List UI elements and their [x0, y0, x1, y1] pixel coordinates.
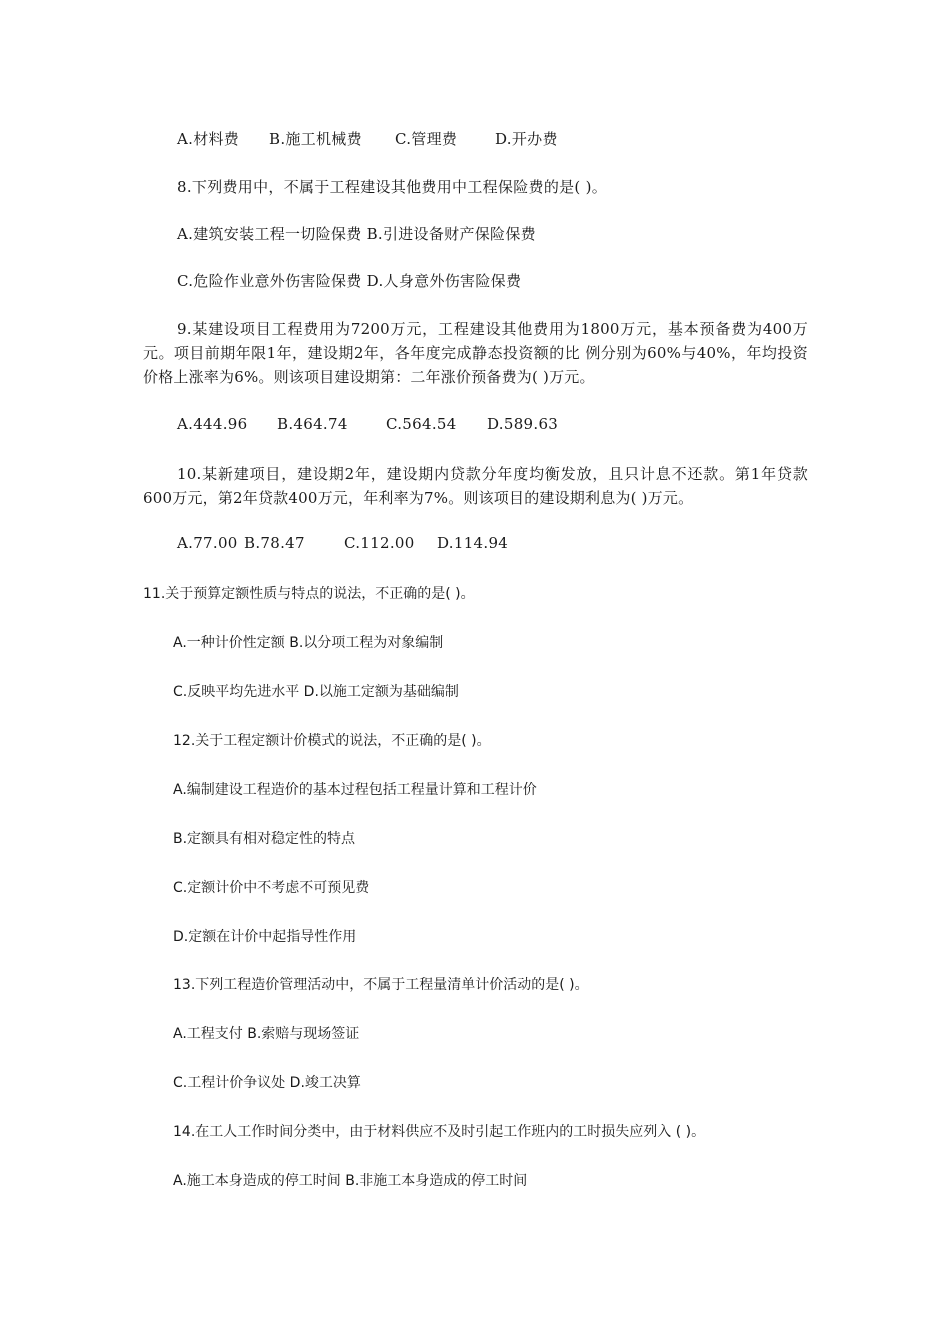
q10-option-a: A.77.00: [177, 534, 238, 552]
q9-stem: 9.某建设项目工程费用为7200万元，工程建设其他费用为1800万元，基本预备费为400万元。项目前期年限1年，建设期2年，各年度完成静态投资额的比 例分别为60%与40%，年均投资价格上涨率为6%。则该项目建设期第：二年涨价预备费为( )万元。: [143, 320, 808, 386]
q8-stem: 8.下列费用中，不属于工程建设其他费用中工程保险费的是( )。: [177, 178, 608, 196]
q12-option-b: B.定额具有相对稳定性的特点: [173, 831, 356, 847]
q9-option-d: D.589.63: [487, 415, 559, 433]
q11-options-line-1: A.一种计价性定额 B.以分项工程为对象编制: [173, 635, 444, 651]
q12-stem: 12.关于工程定额计价模式的说法，不正确的是( )。: [173, 733, 491, 749]
q13-options-line-2: C.工程计价争议处 D.竣工决算: [173, 1075, 361, 1091]
q10-options: [177, 534, 508, 552]
q12-option-d: D.定额在计价中起指导性作用: [173, 929, 357, 945]
q10-stem: 10.某新建项目，建设期2年，建设期内贷款分年度均衡发放，且只计息不还款。第1年贷款600万元，第2年贷款400万元，年利率为7%。则该项目的建设期利息为( )万元。: [143, 465, 808, 507]
q14-stem: 14.在工人工作时间分类中，由于材料供应不及时引起工作班内的工时损失应列入 ( )。: [173, 1124, 706, 1140]
q9-option-b: B.464.74: [277, 415, 348, 433]
q11-options-line-2: C.反映平均先进水平 D.以施工定额为基础编制: [173, 684, 459, 700]
q7-option-b: B.施工机械费: [269, 130, 362, 148]
q12-option-a: A.编制建设工程造价的基本过程包括工程量计算和工程计价: [173, 782, 537, 798]
q8-options-line-2: C.危险作业意外伤害险保费 D.人身意外伤害险保费: [177, 272, 522, 290]
q9-option-c: C.564.54: [386, 415, 457, 433]
q7-option-c: C.管理费: [395, 130, 458, 148]
q10-option-d: D.114.94: [437, 534, 509, 552]
q13-stem: 13.下列工程造价管理活动中，不属于工程量清单计价活动的是( )。: [173, 977, 589, 993]
q13-options-line-1: A.工程支付 B.索赔与现场签证: [173, 1026, 360, 1042]
q14-options-line-1: A.施工本身造成的停工时间 B.非施工本身造成的停工时间: [173, 1173, 528, 1189]
q10-option-b: B.78.47: [244, 534, 305, 552]
q7-option-a: A.材料费: [177, 130, 240, 148]
q8-options-line-1: A.建筑安装工程一切险保费 B.引进设备财产保险保费: [177, 225, 536, 243]
q9-option-a: A.444.96: [177, 415, 248, 433]
q11-stem: 11.关于预算定额性质与特点的说法，不正确的是( )。: [143, 586, 475, 602]
q9-options: [177, 415, 558, 433]
q7-option-d: D.开办费: [495, 130, 558, 148]
q12-option-c: C.定额计价中不考虑不可预见费: [173, 880, 370, 896]
q10-option-c: C.112.00: [344, 534, 415, 552]
q7-options: [177, 128, 558, 149]
